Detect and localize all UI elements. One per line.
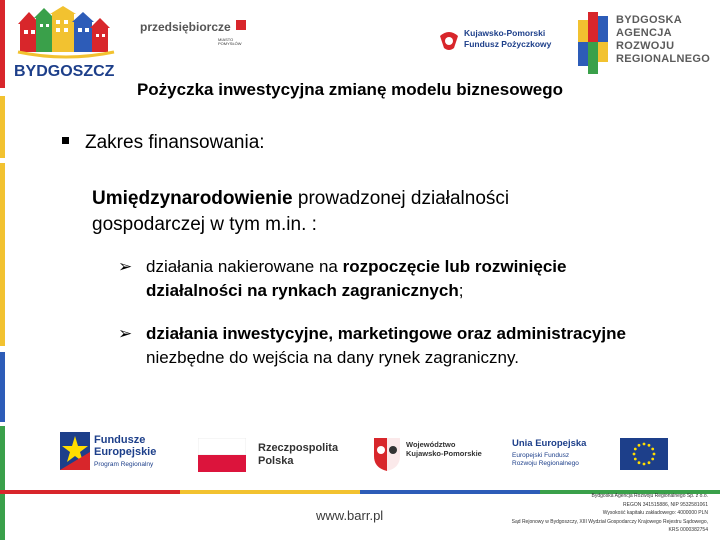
decor-strip-yellow-2: [0, 163, 5, 346]
barr-line3: ROZWOJU: [616, 40, 675, 52]
legal-line: REGON 341515886, NIP 9532581061: [623, 501, 708, 508]
legal-line: Bydgoska Agencja Rozwoju Regionalnego Sp. z o.o.: [591, 493, 708, 499]
ue-sub: [512, 452, 579, 468]
przedsiebiorcze-logo: [140, 18, 250, 52]
bydgoszcz-logo-text: BYDGOSZCZ: [14, 63, 115, 80]
kp-line1: Województwo: [406, 440, 456, 449]
item2-rest: niezbędne do wejścia na dany rynek zagraniczny.: [146, 348, 519, 367]
legal-line: Sąd Rejonowy w Bydgoszczy, XIII Wydział Gospodarczy Krajowego Rejestru Sądowego,: [511, 518, 708, 525]
kpfp-line1: Kujawsko-Pomorski: [464, 28, 546, 38]
list-item: [118, 322, 658, 370]
kujawsko-pomorskie-logo: [372, 436, 492, 476]
decor-strip-blue: [0, 352, 5, 422]
eu-funds-line2: Europejskie: [94, 446, 157, 458]
bullet-heading-text: Zakres finansowania:: [85, 132, 265, 153]
kpfp-line2: Fundusz Pożyczkowy: [464, 39, 552, 49]
website-link[interactable]: www.barr.pl: [316, 508, 384, 523]
decor-strip-yellow: [0, 96, 5, 158]
barr-mark-icon: [578, 12, 610, 74]
poland-flag-icon: [198, 438, 246, 472]
decor-strip-red: [0, 0, 5, 88]
eu-funds-text: [94, 434, 156, 458]
eu-flag-icon: [620, 438, 668, 470]
scope-paragraph: [92, 186, 612, 238]
pl-line2: Polska: [258, 455, 294, 467]
bullet-heading: [62, 132, 265, 154]
square-bullet-icon: [62, 137, 69, 144]
slide-title: [0, 80, 720, 100]
bydgoszcz-logo: [6, 6, 124, 82]
item1-bold: rozpoczęcie lub rozwinięcie działalności na rynkach zagranicznych: [146, 257, 567, 300]
kp-line2: Kujawsko-Pomorskie: [406, 449, 482, 458]
eu-funds-star-icon: [60, 432, 90, 470]
kp-text: [406, 440, 482, 458]
item1-post: ;: [458, 281, 464, 300]
paragraph-rest: prowadzonej działalności gospodarczej w tym m.in. :: [92, 188, 510, 235]
item2-bold: działania inwestycyjne, marketingowe oraz administracyjne: [146, 324, 626, 343]
legal-info: [420, 492, 708, 535]
rzeczpospolita-polska-logo: [198, 438, 339, 474]
legal-line: KRS 0000382754: [668, 527, 708, 534]
ue-line3: Rozwoju Regionalnego: [512, 460, 579, 467]
eu-funds-line3: Program Regionalny: [94, 461, 154, 468]
przedsiebiorcze-small-text: MIASTO POMYSŁÓW: [218, 37, 242, 46]
barr-logo: [578, 8, 718, 88]
paragraph-bold-term: Umiędzynarodowienie: [92, 188, 293, 209]
barr-text: [616, 14, 710, 66]
barr-line1: BYDGOSKA: [616, 14, 682, 26]
kpfp-logo: [438, 24, 558, 58]
barr-line2: AGENCJA: [616, 27, 672, 39]
kp-coat-of-arms-icon: [372, 436, 402, 472]
slide-title-text: Pożyczka inwestycyjna zmianę modelu biznesowego: [136, 80, 564, 99]
barr-line4: REGIONALNEGO: [616, 53, 711, 65]
eu-funds-line1: Fundusze: [94, 434, 146, 446]
legal-line: Wysokość kapitału zakładowego: 4000000 PLN: [602, 510, 708, 517]
przedsiebiorcze-text: przedsiębiorcze: [140, 20, 231, 34]
list-item-text: [146, 255, 658, 303]
arrow-bullet-icon: ➢: [118, 257, 133, 276]
list-item: [118, 255, 658, 303]
przedsiebiorcze-mark-icon: [236, 20, 246, 30]
arrow-bullet-icon: ➢: [118, 324, 133, 343]
kpfp-mark-icon: [438, 30, 460, 52]
unia-europejska-logo: [512, 436, 662, 478]
pl-text: [258, 442, 338, 468]
kpfp-text: [464, 28, 551, 50]
pl-line1: Rzeczpospolita: [258, 442, 339, 454]
ue-line1: Unia Europejska: [512, 438, 587, 449]
decor-strip-green: [0, 426, 5, 540]
fundusze-europejskie-logo: [60, 430, 172, 474]
ue-line2: Europejski Fundusz: [512, 452, 570, 459]
item1-pre: działania nakierowane na: [146, 257, 343, 276]
list-item-text: [146, 322, 658, 370]
